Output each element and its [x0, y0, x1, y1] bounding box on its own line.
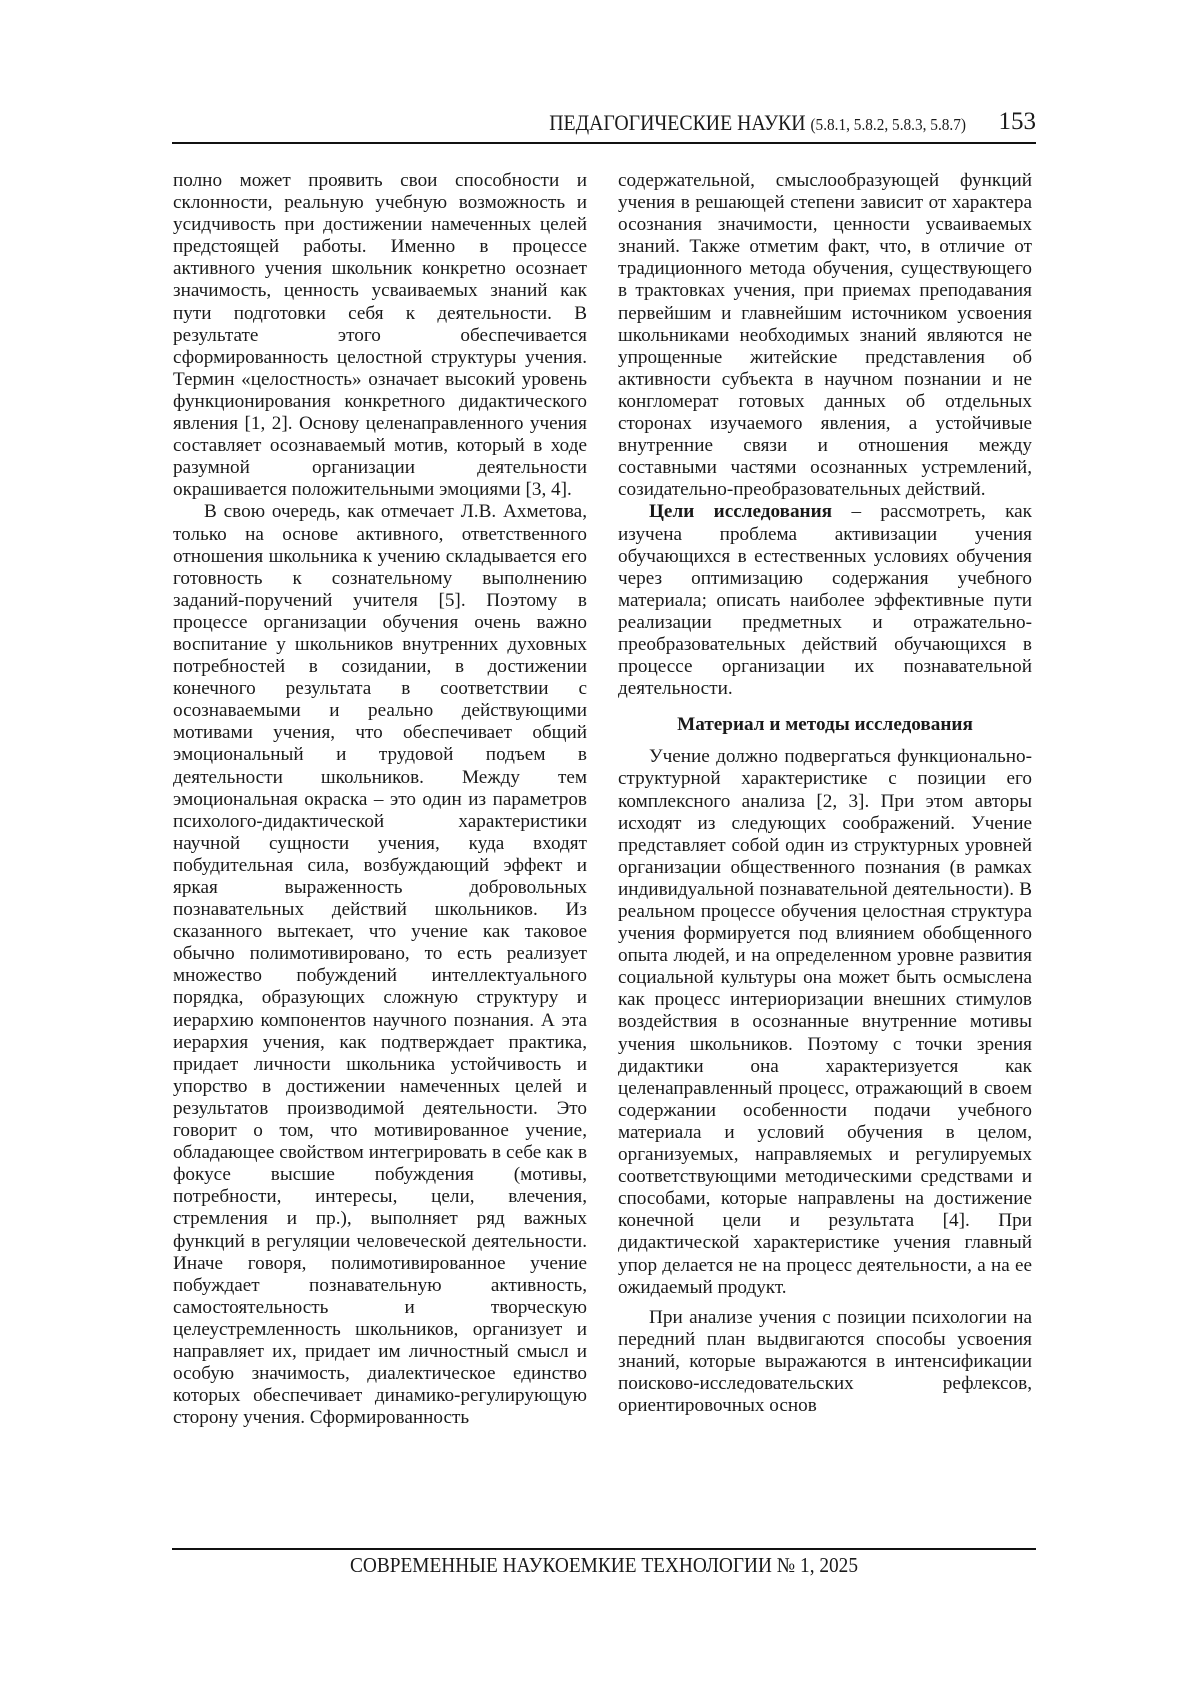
running-footer: СОВРЕМЕННЫЕ НАУКОЕМКИЕ ТЕХНОЛОГИИ № 1, 2025: [349, 1553, 859, 1577]
left-paragraph-2: В свою очередь, как отмечает Л.В. Ахметова, только на основе активного, ответственного отношения школьника к учению складывается его готовность к сознательному выполнению заданий-поручений учителя [5]. Поэтому в процессе организации обучения очень важно воспитание у школьников внутренних духовных потребностей в созидании, в достижении конечного результата в соответствии с осознаваемыми и реально действующими мотивами учения, что обеспечивает общий эмоциональный и трудовой подъем в деятельности школьников. Между тем эмоциональная окраска – это один из параметров психолого-дидактической характеристики научной сущности учения, куда входят побудительная сила, возбуждающий эффект и яркая выраженность добровольных познавательных действий школьников. Из сказанного вытекает, что учение как таковое обычно полимотивировано, то есть реализует множество побуждений интеллектуального порядка, образующих сложную структуру и иерархию компонентов научного познания. А эта иерархия учения, как подтверждает практика, придает личности школьника устойчивость и упорство в достижении намеченных целей и результатов производимой деятельности. Это говорит о том, что мотивированное учение, обладающее свойством интегрировать в себе как в фокусе высшие побуждения (мотивы, потребности, интересы, цели, влечения, стремления и пр.), выполняет ряд важных функций в регуляции человеческой деятельности. Иначе говоря, полимотивированное учение побуждает познавательную активность, самостоятельность и творческую целеустремленность школьников, организует и направляет их, придает им личностный смысл и особую значимость, диалектическое единство которых обеспечивает динамико-регулирующую сторону учения. Сформированность: [173, 501, 587, 1429]
research-goals-text: – рассмотреть, как изучена проблема активизации учения обучающихся в естественных условиях обучения через оптимизацию содержания учебного материала; описать наиболее эффективные пути реализации предметных и отражательно-преобразовательных действий обучающихся в процессе организации их познавательной деятельности.: [618, 501, 1032, 700]
page-number: 153: [998, 108, 1036, 135]
header-section-name: ПЕДАГОГИЧЕСКИЕ НАУКИ: [549, 110, 806, 135]
left-column: [173, 170, 587, 1429]
header-section-title: [251, 110, 966, 136]
right-paragraph-3: Учение должно подвергаться функционально-структурной характеристике с позиции его комплексного анализа [2, 3]. При этом авторы исходят из следующих соображений. Учение представляет собой один из структурных уровней организации общественного познания (в рамках индивидуальной познавательной деятельности). В реальном процессе обучения целостная структура учения формируется под влиянием обобщенного опыта людей, и на определенном уровне развития социальной культуры она может быть осмыслена как процесс интериоризации внешних стимулов воздействия в осознанные внутренние мотивы учения школьников. Поэтому с точки зрения дидактики она характеризуется как целенаправленный процесс, отражающий в своем содержании особенности подачи учебного материала и условий обучения в целом, организуемых, направляемых и регулируемых соответствующими методическими средствами и способами, которые направлены на достижение конечной цели и результата [4]. При дидактической характеристике учения главный упор делается не на процесс деятельности, а на ее ожидаемый продукт.: [618, 746, 1032, 1298]
right-column: [618, 170, 1032, 1417]
running-header: [172, 108, 1036, 144]
left-paragraph-1: полно может проявить свои способности и склонности, реальную учебную возможность и усидчивость при достижении намеченных целей предстоящей работы. Именно в процессе активного учения школьник конкретно осознает значимость, ценность усваиваемых знаний как пути подготовки себя к деятельности. В результате этого обеспечивается сформированность целостной структуры учения. Термин «целостность» означает высокий уровень функционирования конкретного дидактического явления [1, 2]. Основу целенаправленного учения составляет осознаваемый мотив, который в ходе разумной организации деятельности окрашивается положительными эмоциями [3, 4].: [173, 170, 587, 501]
right-paragraph-4: При анализе учения с позиции психологии на передний план выдвигаются способы усвоения знаний, которые выражаются в интенсификации поисково-исследовательских рефлексов, ориентировочных основ: [618, 1306, 1032, 1417]
research-goals-label: Цели исследования: [649, 501, 833, 523]
header-section-codes: (5.8.1, 5.8.2, 5.8.3, 5.8.7): [810, 115, 966, 134]
footer-rule: [172, 1548, 1036, 1550]
right-paragraph-1: содержательной, смыслообразующей функций учения в решающей степени зависит от характера осознания значимости, ценности усваиваемых знаний. Также отметим факт, что, в отличие от традиционного метода обучения, существующего в трактовках учения, при приемах преподавания первейшим и главнейшим источником усвоения школьниками необходимых знаний являются не упрощенные житейские представления об активности субъекта в научном познании и не конгломерат готовых данных об отдельных сторонах изучаемого явления, а устойчивые внутренние связи и отношения между составными частями осознанных устремлений, созидательно-преобразовательных действий.: [618, 170, 1032, 501]
section-heading-methods: Материал и методы исследования: [677, 714, 973, 736]
research-goals-paragraph: [618, 501, 1032, 700]
